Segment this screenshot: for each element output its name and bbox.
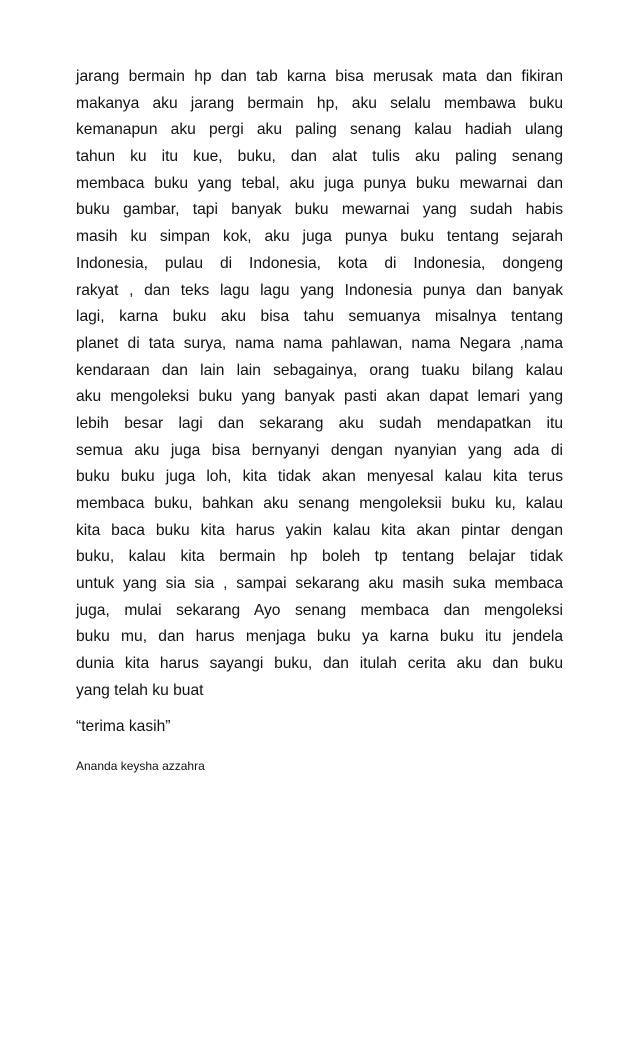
paragraph-line: tahun ku itu kue, buku, dan alat tulis aku paling senang	[76, 148, 563, 166]
paragraph-line: dunia kita harus sayangi buku, dan itulah cerita aku dan buku	[76, 655, 563, 673]
paragraph-line: kendaraan dan lain lain sebagainya, orang tuaku bilang kalau	[76, 361, 563, 379]
paragraph-line: planet di tata surya, nama nama pahlawan, nama Negara ,nama	[76, 334, 563, 352]
paragraph-line: lagi, karna buku aku bisa tahu semuanya misalnya tentang	[76, 308, 563, 326]
author-signature: Ananda keysha azzahra	[76, 759, 205, 773]
paragraph-line: yang telah ku buat	[76, 681, 204, 699]
paragraph-line: untuk yang sia sia , sampai sekarang aku masih suka membaca	[76, 575, 563, 593]
paragraph-line: makanya aku jarang bermain hp, aku selalu membawa buku	[76, 94, 563, 112]
paragraph-line: buku mu, dan harus menjaga buku ya karna buku itu jendela	[76, 628, 563, 646]
paragraph-line: aku mengoleksi buku yang banyak pasti akan dapat lemari yang	[76, 388, 563, 406]
paragraph-line: lebih besar lagi dan sekarang aku sudah mendapatkan itu	[76, 414, 563, 432]
paragraph-line: juga, mulai sekarang Ayo senang membaca dan mengoleksi	[76, 601, 563, 619]
paragraph-line: kemanapun aku pergi aku paling senang kalau hadiah ulang	[76, 121, 563, 139]
paragraph-line: membaca buku, bahkan aku senang mengoleksii buku ku, kalau	[76, 495, 563, 512]
document-body	[76, 64, 563, 705]
paragraph-line: buku, kalau kita bermain hp boleh tp tentang belajar tidak	[76, 548, 563, 566]
paragraph-line: masih ku simpan kok, aku juga punya buku tentang sejarah	[76, 228, 563, 246]
paragraph-line: kita baca buku kita harus yakin kalau kita akan pintar dengan	[76, 521, 563, 539]
closing-line: “terima kasih”	[76, 718, 171, 735]
paragraph-line: semua aku juga bisa bernyanyi dengan nyanyian yang ada di	[76, 441, 563, 459]
paragraph-line: buku gambar, tapi banyak buku mewarnai yang sudah habis	[76, 201, 563, 219]
paragraph-line: rakyat , dan teks lagu lagu yang Indonesia punya dan banyak	[76, 281, 563, 299]
paragraph-line: buku buku juga loh, kita tidak akan menyesal kalau kita terus	[76, 468, 563, 486]
paragraph-line: Indonesia, pulau di Indonesia, kota di Indonesia, dongeng	[76, 254, 563, 272]
paragraph-line: membaca buku yang tebal, aku juga punya buku mewarnai dan	[76, 174, 563, 192]
paragraph-line: jarang bermain hp dan tab karna bisa merusak mata dan fikiran	[76, 68, 563, 85]
